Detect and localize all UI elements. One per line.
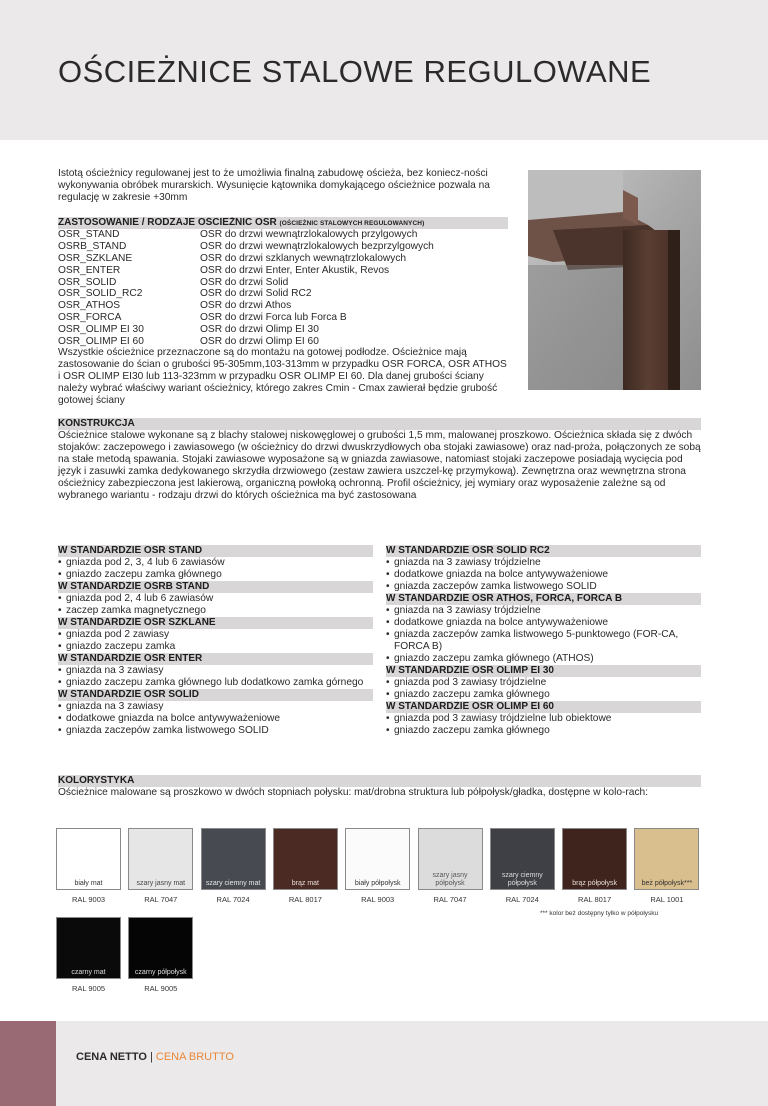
intro-text: Istotą ościeżnicy regulowanej jest to że umożliwia finalną zabudowę ościeża, bez koniecz-ności wykonywania obróbek murarskich. Wysunięcie kątownika domykającego ościeżnice pozwala na regulację w zakresie +30mm	[58, 168, 490, 203]
standard-list-item: • gniazda zaczepów zamka listwowego SOLID	[58, 725, 373, 737]
osr-type-code: OSR_ATHOS	[58, 300, 121, 312]
standard-list-item: • gniazdo zaczepu zamka głównego lub dodatkowo zamka górnego	[58, 677, 373, 689]
osr-type-code: OSR_SZKLANE	[58, 252, 133, 264]
color-swatch	[418, 828, 483, 904]
color-swatch-label: biały mat	[74, 880, 103, 887]
color-swatch	[273, 828, 338, 904]
standard-list	[58, 593, 373, 617]
standard-list	[58, 665, 373, 689]
osr-type-row	[58, 229, 508, 241]
footer-accent	[0, 1021, 56, 1106]
standard-heading: W STANDARDZIE OSR SOLID	[58, 689, 373, 701]
color-swatch	[634, 828, 699, 904]
osr-type-row	[58, 241, 508, 253]
konstrukcja-text: Ościeżnice stalowe wykonane są z blachy stalowej niskowęglowej o grubości 1,5 mm, malowanej proszkowo. Ościeżnica składa się z dwóch stojaków: zaczepowego i zawiasowego (w ościeżnicy do drzwi dwuskrzydłowych oba stojaki zawiasowe) oraz nad-proża, połączonych ze sobą na stałe metodą spawania. Stojaki zawiasowe wyposażone są w gniazda zawiasowe, natomiast stojaki zaczepowe posiadają wycięcia pod język i zasuwki zamka dedykowanego skrzydła drzwiowego (zestaw zawiera uszczel-kę przymykową). Zewnętrzna oraz wewnętrzna strona ościeżnicy zabezpieczona jest lakierową, organiczną powłoką ochronną. Profil ościeżnicy, jej wymiary oraz wyposażenie zależne są od wybranego wariantu - rodzaju drzwi do których ościeżnica ma być zastosowana	[58, 430, 701, 501]
osr-type-code: OSR_SOLID	[58, 276, 117, 288]
standard-list-item: • zaczep zamka magnetycznego	[58, 605, 373, 617]
zastosowanie-heading-text: ZASTOSOWANIE / RODZAJE OŚCIEŻNIC OSR	[58, 217, 277, 228]
osr-type-description: OSR do drzwi Forca lub Forca B	[200, 312, 347, 324]
kolorystyka-section	[58, 775, 701, 799]
price-separator: |	[149, 1051, 153, 1063]
osr-type-description: OSR do drzwi Solid	[200, 276, 289, 288]
osr-type-code: OSR_OLIMP EI 30	[58, 324, 144, 336]
osr-type-description: OSR do drzwi Olimp EI 30	[200, 324, 319, 336]
color-swatch	[201, 828, 266, 904]
price-legend	[76, 1051, 234, 1063]
standard-list-item: • gniazda na 3 zawiasy trójdzielne	[386, 605, 701, 617]
color-swatch-label: czarny półpołysk	[134, 969, 187, 976]
color-swatch-sample	[56, 828, 121, 890]
standard-list	[386, 677, 701, 701]
color-swatch-label: beż półpołysk***	[641, 880, 693, 887]
standard-list-item: • gniazdo zaczepu zamka głównego	[58, 569, 373, 581]
standard-heading: W STANDARDZIE OSR STAND	[58, 545, 373, 557]
osr-type-code: OSR_ENTER	[58, 264, 121, 276]
kolorystyka-text: Ościeżnice malowane są proszkowo w dwóch stopniach połysku: mat/drobna struktura lub półpołysk/gładka, dostępne w kolo-rach:	[58, 787, 649, 798]
osr-type-description: OSR do drzwi Solid RC2	[200, 288, 312, 300]
osr-type-code: OSRB_STAND	[58, 240, 127, 252]
color-swatch	[56, 917, 121, 993]
color-swatch-sample	[128, 828, 193, 890]
osr-type-description: OSR do drzwi wewnątrzlokalowych przylgowych	[200, 229, 418, 240]
standards-right-column	[386, 545, 701, 737]
osr-type-description: OSR do drzwi szklanych wewnątrzlokalowych	[200, 252, 407, 264]
color-swatch	[562, 828, 627, 904]
osr-type-description: OSR do drzwi Enter, Enter Akustik, Revos	[200, 264, 390, 276]
osr-type-code: OSR_SOLID_RC2	[58, 288, 143, 300]
page-header	[0, 0, 768, 140]
standard-heading: W STANDARDZIE OSR SZKLANE	[58, 617, 373, 629]
color-swatch-sample	[490, 828, 555, 890]
osr-type-row	[58, 300, 508, 312]
standard-list-item: • gniazda na 3 zawiasy	[58, 701, 373, 713]
osr-type-row	[58, 265, 508, 277]
color-swatch-label: brąz półpołysk	[572, 880, 617, 887]
color-swatch-label: szary jasny półpołysk	[432, 872, 468, 887]
standard-heading: W STANDARDZIE OSR ATHOS, FORCA, FORCA B	[386, 593, 701, 605]
color-swatch-label: szary ciemny mat	[205, 880, 261, 887]
osr-types-rows	[58, 229, 508, 348]
color-swatch-ral: RAL 9005	[71, 984, 106, 993]
kolorystyka-heading: KOLORYSTYKA	[58, 775, 701, 787]
price-gross-label: CENA BRUTTO	[155, 1051, 234, 1063]
osr-type-row	[58, 253, 508, 265]
color-swatch-ral: RAL 7024	[505, 895, 539, 904]
osr-type-code: OSR_OLIMP EI 60	[58, 336, 144, 348]
standard-list-item: • gniazda pod 2, 3, 4 lub 6 zawiasów	[58, 557, 373, 569]
page-footer	[0, 1021, 768, 1106]
standards-left-column	[58, 545, 373, 737]
standard-list-item: • gniazda zaczepów zamka listwowego SOLID	[386, 581, 701, 593]
page-title: OŚCIEŻNICE STALOWE REGULOWANE	[58, 54, 652, 89]
frame-photo-image	[528, 170, 701, 390]
color-swatch-label: szary ciemny półpołysk	[501, 872, 543, 887]
konstrukcja-section	[58, 418, 701, 502]
standard-list-item: • dodatkowe gniazda na bolce antywyważeniowe	[386, 617, 701, 629]
standard-list	[58, 701, 373, 737]
color-swatch	[128, 917, 193, 993]
color-swatch-sample	[128, 917, 193, 979]
osr-type-description: OSR do drzwi wewnątrzlokalowych bezprzylgowych	[200, 240, 434, 252]
mounting-notes: Wszystkie ościeżnice przeznaczone są do montażu na gotowej podłodze. Ościeżnice mają zastosowanie do ścian o grubości 95-305mm,103-313mm w przypadku OSR FORCA, OSR ATHOS i OSR OLIMP EI30 lub 113-323mm w przypadku OSR OLIMP EI 60. Dla danej grubości ściany należy wybrać właściwy wariant ościeżnicy, którego zakres Cmin - Cmax zawierał będzie grubość gotowej ściany	[58, 347, 507, 406]
standard-heading: W STANDARDZIE OSR OLIMP EI 30	[386, 665, 701, 677]
color-swatch-ral: RAL 8017	[578, 895, 612, 904]
osr-type-row	[58, 312, 508, 324]
color-swatch-ral: RAL 1001	[650, 895, 684, 904]
color-swatch-sample	[634, 828, 699, 890]
zastosowanie-heading-small: (OŚCIEŻNIC STALOWYCH REGULOWANYCH)	[279, 220, 425, 227]
standard-list	[58, 629, 373, 653]
standard-list-item: • gniazda pod 2, 4 lub 6 zawiasów	[58, 593, 373, 605]
color-swatch-ral: RAL 7024	[216, 895, 250, 904]
osr-type-row	[58, 277, 508, 289]
standard-list	[386, 713, 701, 737]
standard-list-item: • dodatkowe gniazda na bolce antywyważeniowe	[58, 713, 373, 725]
color-swatch-ral: RAL 9005	[144, 984, 178, 993]
standard-list-item: • dodatkowe gniazda na bolce antywyważeniowe	[386, 569, 701, 581]
osr-type-row	[58, 288, 508, 300]
standard-list	[58, 557, 373, 581]
osr-types-table	[58, 217, 508, 348]
standard-list	[386, 605, 701, 665]
standard-list-item: • gniazda pod 2 zawiasy	[58, 629, 373, 641]
color-swatch	[490, 828, 555, 904]
standard-list-item: • gniazdo zaczepu zamka głównego (ATHOS)	[386, 653, 701, 665]
standard-list-item: • gniazda na 3 zawiasy trójdzielne	[386, 557, 701, 569]
color-swatch-ral: RAL 9003	[361, 895, 395, 904]
color-swatch-ral: RAL 8017	[288, 895, 322, 904]
color-footnote: *** kolor beż dostępny tylko w półpołysku	[540, 910, 659, 917]
standard-list-item: • gniazda pod 3 zawiasy trójdzielne lub obiektowe	[386, 713, 701, 725]
color-swatch-label: biały półpołysk	[354, 880, 401, 887]
color-swatch-label: czarny mat	[71, 969, 106, 976]
osr-type-code: OSR_STAND	[58, 229, 120, 240]
color-swatch	[56, 828, 121, 904]
osr-type-row	[58, 324, 508, 336]
konstrukcja-heading: KONSTRUKCJA	[58, 418, 701, 430]
standard-list-item: • gniazdo zaczepu zamka głównego	[386, 689, 701, 701]
color-swatch-sample	[418, 828, 483, 890]
color-swatch-label: szary jasny mat	[136, 880, 186, 887]
zastosowanie-heading	[58, 217, 508, 229]
color-swatch-sample	[56, 917, 121, 979]
frame-photo	[528, 170, 701, 390]
osr-type-code: OSR_FORCA	[58, 312, 122, 324]
color-swatch	[128, 828, 193, 904]
color-swatch-ral: RAL 9003	[71, 895, 106, 904]
osr-type-description: OSR do drzwi Olimp EI 60	[200, 336, 319, 348]
color-swatch-ral: RAL 7047	[433, 895, 467, 904]
color-swatch-sample	[201, 828, 266, 890]
standard-list-item: • gniazdo zaczepu zamka	[58, 641, 373, 653]
color-swatch-label: brąz mat	[291, 880, 319, 887]
standard-heading: W STANDARDZIE OSR SOLID RC2	[386, 545, 701, 557]
standard-list-item: • gniazda pod 3 zawiasy trójdzielne	[386, 677, 701, 689]
standard-list	[386, 557, 701, 593]
color-swatch	[345, 828, 410, 904]
color-swatch-sample	[562, 828, 627, 890]
standard-heading: W STANDARDZIE OSR ENTER	[58, 653, 373, 665]
color-swatch-sample	[273, 828, 338, 890]
color-swatch-sample	[345, 828, 410, 890]
standard-heading: W STANDARDZIE OSR OLIMP EI 60	[386, 701, 701, 713]
osr-type-description: OSR do drzwi Athos	[200, 300, 292, 312]
standard-heading: W STANDARDZIE OSRB STAND	[58, 581, 373, 593]
standard-list-item: • gniazda zaczepów zamka listwowego 5-punktowego (FOR-CA, FORCA B)	[386, 629, 701, 653]
standard-list-item: • gniazdo zaczepu zamka głównego	[386, 725, 701, 737]
standard-list-item: • gniazda na 3 zawiasy	[58, 665, 373, 677]
color-swatch-ral: RAL 7047	[144, 895, 178, 904]
price-net-label: CENA NETTO	[76, 1051, 147, 1063]
